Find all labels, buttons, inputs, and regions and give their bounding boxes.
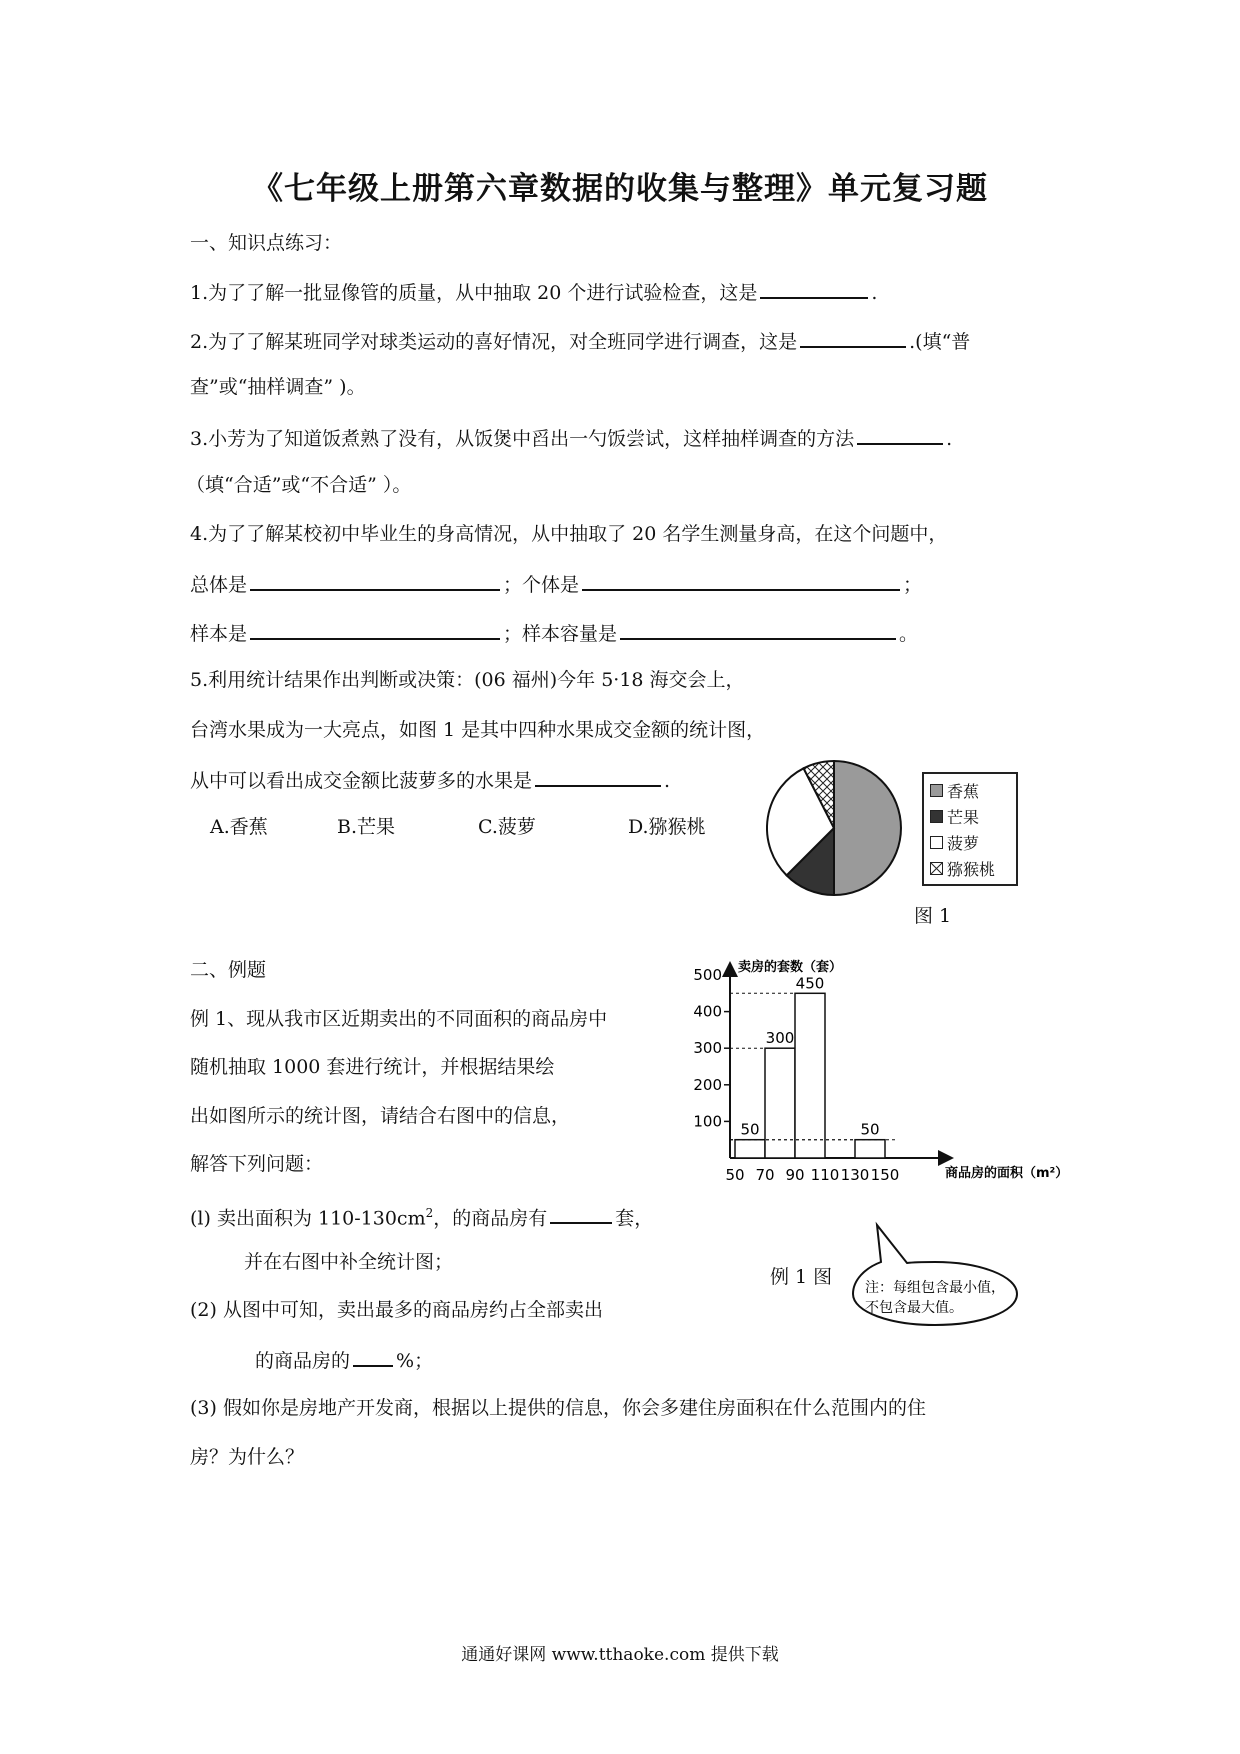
example-1-line3: 出如图所示的统计图，请结合右图中的信息， (190, 1105, 571, 1127)
legend-swatch-pineapple (930, 836, 943, 849)
note-line-1: 注：每组包含最小值， (865, 1280, 1005, 1296)
histogram-bar (795, 993, 825, 1158)
question-4-end2: 。 (899, 623, 919, 645)
question-2-line1 (190, 328, 970, 354)
part-1-post: 套， (615, 1207, 654, 1230)
bar-value-label: 300 (765, 1029, 795, 1048)
bar-value-label: 450 (795, 974, 825, 993)
legend-swatch-kiwi (930, 862, 943, 875)
question-5-text: 从中可以看出成交金额比菠萝多的水果是 (190, 770, 533, 792)
sample-blank[interactable] (250, 620, 500, 640)
legend-label-pineapple: 菠萝 (947, 834, 980, 853)
question-5-line3 (190, 767, 670, 793)
figure-1-caption: 图 1 (914, 905, 952, 927)
question-1-end: . (871, 282, 878, 304)
sample-label: 样本是 (190, 623, 248, 645)
y-tick-label: 400 (693, 1002, 722, 1021)
question-5-line1: 5.利用统计结果作出判断或决策：(06 福州)今年 5·18 海交会上， (190, 669, 745, 691)
pie-slices (767, 761, 901, 895)
pie-slice-banana (834, 761, 901, 895)
note-line-2: 不包含最大值。 (865, 1300, 963, 1316)
page-title: 《七年级上册第六章数据的收集与整理》单元复习题 (252, 171, 988, 207)
option-c[interactable]: C.菠萝 (478, 816, 536, 838)
option-d[interactable]: D.猕猴桃 (628, 816, 706, 838)
part-1-mid: ，的商品房有 (433, 1207, 548, 1230)
example-1-line1: 例 1、现从我市区近期卖出的不同面积的商品房中 (190, 1008, 608, 1030)
question-1 (190, 279, 877, 305)
pie-legend (922, 772, 1018, 886)
y-tick-label: 200 (693, 1075, 722, 1094)
legend-item-banana (930, 779, 979, 802)
question-4-line2 (190, 571, 922, 597)
part-2-blank[interactable] (353, 1347, 393, 1367)
question-4-line3 (190, 620, 918, 646)
x-axis-label: 商品房的面积（m²） (945, 1166, 1069, 1181)
legend-label-kiwi: 猕猴桃 (947, 860, 996, 879)
example-1-line4: 解答下列问题： (190, 1153, 324, 1175)
x-tick-label: 50 (725, 1166, 745, 1184)
legend-swatch-banana (930, 784, 943, 797)
part-1-blank[interactable] (550, 1204, 612, 1224)
question-1-text: 1.为了了解一批显像管的质量，从中抽取 20 个进行试验检查，这是 (190, 282, 758, 304)
legend-label-mango: 芒果 (947, 808, 980, 827)
bar-chart-marks (693, 966, 899, 1184)
part-1-sup: 2 (425, 1206, 434, 1220)
histogram-bar (765, 1048, 795, 1158)
part-3-line1: (3) 假如你是房地产开发商，根据以上提供的信息，你会多建住房面积在什么范围内的住 (190, 1397, 926, 1419)
question-3-text: 3.小芳为了知道饭煮熟了没有，从饭煲中舀出一勺饭尝试，这样抽样调查的方法 (190, 428, 855, 450)
question-2-end: .(填“普 (909, 331, 971, 353)
question-5-line2: 台湾水果成为一大亮点，如图 1 是其中四种水果成交金额的统计图， (190, 719, 766, 741)
total-label: 总体是 (190, 574, 248, 596)
part-2-line1: (2) 从图中可知，卖出最多的商品房约占全部卖出 (190, 1299, 603, 1321)
y-tick-label: 300 (693, 1039, 722, 1058)
x-tick-label: 90 (785, 1166, 805, 1184)
answer-blank-2[interactable] (800, 328, 906, 348)
bar-value-label: 50 (740, 1120, 760, 1139)
legend-item-kiwi (930, 857, 995, 880)
legend-swatch-mango (930, 810, 943, 823)
part-1-line1 (190, 1201, 653, 1230)
individual-blank[interactable] (582, 571, 900, 591)
part-3-line2: 房？为什么？ (190, 1446, 305, 1468)
y-tick-label: 100 (693, 1112, 722, 1131)
question-4-line1: 4.为了了解某校初中毕业生的身高情况，从中抽取了 20 名学生测量身高，在这个问题中， (190, 523, 948, 545)
part-2-line2 (255, 1347, 433, 1373)
answer-blank-3[interactable] (857, 425, 943, 445)
histogram-bar (735, 1140, 765, 1158)
answer-blank-1[interactable] (760, 279, 868, 299)
x-tick-label: 130 (840, 1166, 870, 1184)
part-2-pre: 的商品房的 (255, 1350, 351, 1372)
legend-item-mango (930, 805, 979, 828)
part-2-post: %； (396, 1350, 434, 1372)
x-tick-label: 110 (810, 1166, 840, 1184)
question-3-line1 (190, 425, 952, 451)
sample-size-label: ；样本容量是 (503, 623, 618, 645)
page-footer: 通通好课网 www.tthaoke.com 提供下载 (461, 1645, 779, 1665)
section2-heading: 二、例题 (190, 959, 267, 981)
part-1-line2: 并在右图中补全统计图； (244, 1251, 454, 1273)
part-1-pre: (l) 卖出面积为 110-130cm (190, 1207, 426, 1230)
bar-value-label: 50 (860, 1120, 880, 1139)
question-2-text: 2.为了了解某班同学对球类运动的喜好情况，对全班同学进行调查，这是 (190, 331, 798, 353)
section1-heading: 一、知识点练习： (190, 232, 343, 254)
question-4-end1: ； (903, 574, 923, 596)
histogram-bar (855, 1140, 885, 1158)
y-tick-label: 500 (693, 966, 722, 984)
example-1-line2: 随机抽取 1000 套进行统计，并根据结果绘 (190, 1056, 555, 1078)
total-blank[interactable] (250, 571, 500, 591)
question-5-end: . (664, 770, 671, 792)
legend-label-banana: 香蕉 (947, 782, 980, 801)
question-2-line2: 查”或“抽样调查” )。 (190, 376, 366, 398)
option-b[interactable]: B.芒果 (337, 816, 396, 838)
legend-item-pineapple (930, 831, 979, 854)
example-1-figure-caption: 例 1 图 (770, 1266, 833, 1288)
individual-label: ；个体是 (503, 574, 580, 596)
option-a[interactable]: A.香蕉 (210, 816, 268, 838)
sample-size-blank[interactable] (620, 620, 896, 640)
note-bubble (835, 1220, 1035, 1330)
y-axis-label: 卖房的套数（套） (738, 960, 843, 975)
x-tick-label: 70 (755, 1166, 775, 1184)
house-sales-bar-chart (680, 955, 1110, 1215)
x-tick-label: 150 (870, 1166, 900, 1184)
question-3-end: . (946, 428, 953, 450)
answer-blank-5[interactable] (535, 767, 661, 787)
question-3-line2: （填“合适”或“不合适” ）。 (186, 474, 412, 496)
